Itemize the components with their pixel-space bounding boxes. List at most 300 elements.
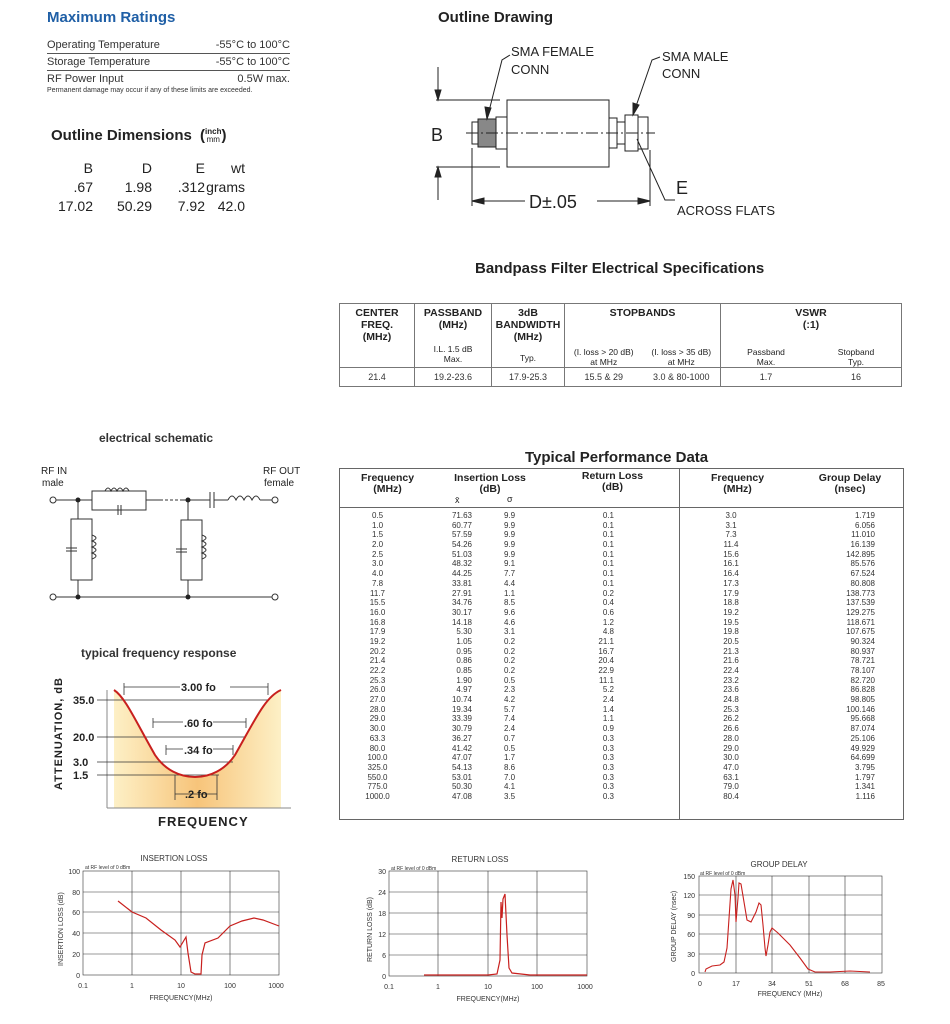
il-chart-title: INSERTION LOSS bbox=[140, 854, 208, 863]
table-cell: 82.720 bbox=[850, 675, 875, 685]
table-cell: 138.773 bbox=[846, 588, 875, 598]
table-cell: 47.08 bbox=[451, 791, 472, 801]
table-cell: 1.90 bbox=[456, 675, 472, 685]
table-cell: 78.721 bbox=[850, 656, 875, 666]
svg-text:6: 6 bbox=[382, 953, 386, 960]
rl-chart-title: RETURN LOSS bbox=[451, 855, 509, 864]
rf-in-male-label: male bbox=[42, 478, 64, 489]
table-cell: 86.828 bbox=[850, 685, 875, 695]
table-cell: 0.5 bbox=[371, 511, 384, 520]
table-cell: 1.1 bbox=[504, 588, 516, 598]
table-cell: 57.59 bbox=[451, 530, 472, 540]
outline-drawing bbox=[420, 35, 800, 225]
table-cell: 16.4 bbox=[723, 569, 739, 579]
svg-text:0: 0 bbox=[76, 973, 80, 980]
table-cell: 48.32 bbox=[451, 559, 472, 569]
table-cell: 4.0 bbox=[371, 569, 384, 579]
table-cell: 71.63 bbox=[451, 511, 472, 520]
table-cell: 0.5 bbox=[504, 743, 516, 753]
table-cell: 80.0 bbox=[369, 743, 386, 753]
table-cell: 1.341 bbox=[854, 782, 875, 792]
table-cell: 47.07 bbox=[451, 753, 472, 763]
table-cell: 21.3 bbox=[723, 646, 739, 656]
perf-header-rl: Return Loss (dB) bbox=[581, 470, 644, 493]
table-cell: 0.1 bbox=[602, 549, 614, 559]
table-cell: 0.1 bbox=[602, 520, 614, 530]
table-cell: 0.3 bbox=[602, 743, 614, 753]
svg-text:90: 90 bbox=[687, 913, 695, 920]
table-cell: 17.3 bbox=[723, 578, 739, 588]
table-cell: 60.77 bbox=[451, 520, 472, 530]
table-cell: 5.2 bbox=[602, 685, 614, 695]
table-cell: 0.3 bbox=[602, 733, 614, 743]
perf-header-sigma: σ bbox=[507, 494, 513, 504]
dim-header-d: D bbox=[141, 160, 152, 176]
svg-text:100: 100 bbox=[531, 984, 543, 991]
table-cell: 0.86 bbox=[456, 656, 472, 666]
schematic-title: electrical schematic bbox=[99, 431, 214, 445]
table-cell: 0.2 bbox=[602, 588, 614, 598]
table-cell: 118.671 bbox=[846, 617, 875, 627]
perf-header-mean: x̄ bbox=[455, 495, 460, 505]
rl-chart-note: at RF level of 0 dBm bbox=[391, 866, 437, 872]
table-cell: 0.1 bbox=[602, 511, 614, 520]
table-cell: 17.9 bbox=[723, 588, 739, 598]
table-cell: 8.5 bbox=[504, 598, 516, 608]
unit-inch: inch bbox=[205, 127, 222, 137]
table-cell: 19.5 bbox=[723, 617, 739, 627]
table-cell: 4.1 bbox=[504, 782, 516, 792]
table-cell: 2.3 bbox=[504, 685, 516, 695]
dim-wt-value: 42.0 bbox=[217, 198, 245, 214]
table-cell: 28.0 bbox=[723, 733, 739, 743]
table-cell: 25.106 bbox=[850, 733, 875, 743]
table-cell: 0.3 bbox=[602, 772, 614, 782]
spec-vswr-pass: 1.7 bbox=[759, 372, 773, 382]
table-cell: 21.1 bbox=[598, 636, 614, 646]
table-cell: 100.146 bbox=[846, 704, 875, 714]
table-cell: 0.6 bbox=[602, 607, 614, 617]
rf-out-female-label: female bbox=[264, 478, 295, 489]
table-cell: 0.1 bbox=[602, 540, 614, 550]
gd-ylabel: GROUP DELAY (nsec) bbox=[671, 890, 678, 962]
spec-stop1: 15.5 & 29 bbox=[584, 372, 624, 382]
insertion-loss-chart bbox=[58, 854, 284, 1002]
il-xlabel: FREQUENCY(MHz) bbox=[149, 995, 213, 1002]
dimensions-table bbox=[50, 160, 250, 220]
spec-center: 21.4 bbox=[340, 368, 415, 387]
table-cell: 29.0 bbox=[369, 714, 386, 724]
table-cell: 64.699 bbox=[850, 753, 875, 763]
rf-in-label: RF IN bbox=[41, 466, 68, 477]
svg-text:0: 0 bbox=[691, 971, 695, 978]
table-cell: 1.4 bbox=[602, 704, 614, 714]
table-cell: 67.524 bbox=[850, 569, 875, 579]
svg-text:30: 30 bbox=[378, 869, 386, 876]
table-cell: 1000.0 bbox=[365, 791, 390, 801]
electrical-schematic bbox=[35, 460, 305, 605]
rating-label: Storage Temperature bbox=[47, 56, 151, 68]
perf-header-freq: Frequency (MHz) bbox=[360, 472, 415, 495]
table-cell: 1.2 bbox=[602, 617, 614, 627]
table-cell: 11.7 bbox=[370, 588, 385, 598]
table-cell: 98.805 bbox=[850, 695, 875, 705]
table-cell: 30.79 bbox=[451, 724, 472, 734]
svg-text:60: 60 bbox=[72, 910, 80, 917]
table-cell: 9.9 bbox=[504, 511, 516, 520]
table-cell: 1.1 bbox=[602, 714, 614, 724]
level-3: 3.0 bbox=[73, 757, 89, 769]
table-cell: 18.8 bbox=[723, 598, 739, 608]
width-060fo: .60 fo bbox=[184, 718, 213, 730]
label-e: E bbox=[676, 178, 689, 198]
table-cell: 7.3 bbox=[725, 530, 737, 540]
rf-out-label: RF OUT bbox=[263, 466, 301, 477]
svg-text:18: 18 bbox=[378, 911, 386, 918]
dim-wt-unit: grams bbox=[206, 179, 245, 195]
perf-header-freq2: Frequency (MHz) bbox=[710, 472, 765, 495]
freq-response-title: typical frequency response bbox=[81, 646, 237, 660]
rl-xlabel: FREQUENCY(MHz) bbox=[456, 996, 520, 1003]
svg-text:150: 150 bbox=[683, 874, 695, 881]
table-cell: 0.2 bbox=[504, 656, 516, 666]
max-ratings-title: Maximum Ratings bbox=[47, 9, 176, 26]
table-cell: 20.4 bbox=[598, 656, 614, 666]
table-cell: 0.1 bbox=[602, 578, 614, 588]
frequency-label: FREQUENCY bbox=[158, 814, 249, 829]
rating-row-rf-power bbox=[47, 72, 290, 87]
table-cell: 22.4 bbox=[723, 666, 739, 675]
table-cell: 9.1 bbox=[504, 559, 516, 569]
table-cell: 54.13 bbox=[451, 762, 472, 772]
table-cell: 3.795 bbox=[854, 762, 875, 772]
table-cell: 0.3 bbox=[602, 791, 614, 801]
rl-ylabel: RETURN LOSS (dB) bbox=[367, 897, 374, 962]
specs-table bbox=[339, 303, 902, 387]
table-cell: 33.81 bbox=[451, 578, 472, 588]
perf-header-il: Insertion Loss (dB) bbox=[454, 472, 526, 495]
spec-header-stopbands: STOPBANDS (I. loss > 20 dB) at MHz (I. loss > 35 dB) at MHz bbox=[565, 304, 721, 368]
gd-chart-title: GROUP DELAY bbox=[750, 860, 808, 869]
table-cell: 23.6 bbox=[723, 685, 739, 695]
perf-col-freq2 bbox=[716, 511, 746, 802]
table-cell: 26.0 bbox=[369, 685, 386, 695]
table-cell: 14.18 bbox=[451, 617, 472, 627]
rating-row-operating bbox=[47, 38, 290, 54]
table-cell: 80.937 bbox=[850, 646, 875, 656]
table-cell: 550.0 bbox=[367, 772, 388, 782]
table-cell: 51.03 bbox=[451, 549, 472, 559]
table-cell: 19.8 bbox=[723, 627, 739, 637]
table-cell: 15.6 bbox=[723, 549, 739, 559]
table-cell: 25.3 bbox=[723, 704, 739, 714]
dim-b-inch: .67 bbox=[73, 179, 93, 195]
table-cell: 1.797 bbox=[854, 772, 875, 782]
table-cell: 0.3 bbox=[602, 782, 614, 792]
table-cell: 11.1 bbox=[599, 675, 614, 685]
width-02fo: .2 fo bbox=[185, 789, 208, 801]
table-cell: 21.4 bbox=[369, 656, 386, 666]
label-sma-female-conn: CONN bbox=[511, 62, 550, 77]
svg-text:30: 30 bbox=[687, 952, 695, 959]
table-cell: 7.0 bbox=[504, 772, 516, 782]
table-cell: 3.1 bbox=[504, 627, 516, 637]
table-cell: 29.0 bbox=[723, 743, 739, 753]
table-cell: 5.7 bbox=[504, 704, 516, 714]
spec-passband: 19.2-23.6 bbox=[415, 368, 492, 387]
label-sma-male-conn: CONN bbox=[662, 66, 701, 81]
table-cell: 95.668 bbox=[850, 714, 875, 724]
label-across-flats: ACROSS FLATS bbox=[677, 203, 776, 218]
spec-header-vswr: VSWR (:1) Passband Max. Stopband Typ. bbox=[721, 304, 902, 368]
dim-b-mm: 17.02 bbox=[57, 198, 93, 214]
table-cell: 4.4 bbox=[504, 578, 516, 588]
dim-e-mm: 7.92 bbox=[177, 198, 205, 214]
table-cell: 9.9 bbox=[504, 530, 516, 540]
group-delay-chart bbox=[671, 860, 885, 998]
charts-area bbox=[0, 850, 950, 1024]
table-cell: 0.3 bbox=[602, 762, 614, 772]
table-cell: 7.8 bbox=[371, 578, 384, 588]
table-cell: 0.7 bbox=[504, 733, 516, 743]
table-cell: 4.2 bbox=[504, 695, 516, 705]
table-cell: 7.4 bbox=[504, 714, 516, 724]
perf-col-gd bbox=[835, 511, 875, 802]
unit-mm: mm bbox=[206, 135, 220, 145]
svg-text:68: 68 bbox=[841, 981, 849, 988]
level-35: 35.0 bbox=[73, 695, 95, 707]
frequency-response-diagram bbox=[45, 670, 295, 830]
ratings-note: Permanent damage may occur if any of these limits are exceeded. bbox=[47, 87, 253, 94]
rating-label: RF Power Input bbox=[47, 73, 124, 85]
table-cell: 1.05 bbox=[456, 636, 472, 646]
svg-text:24: 24 bbox=[378, 890, 386, 897]
svg-text:100: 100 bbox=[224, 983, 236, 990]
table-cell: 85.576 bbox=[850, 559, 875, 569]
table-cell: 16.7 bbox=[598, 646, 614, 656]
il-chart-note: at RF level of 0 dBm bbox=[85, 865, 131, 871]
performance-table bbox=[339, 468, 904, 820]
table-cell: 16.139 bbox=[850, 540, 875, 550]
spec-stop2: 3.0 & 80-1000 bbox=[652, 372, 710, 382]
table-cell: 0.9 bbox=[602, 724, 614, 734]
table-cell: 19.2 bbox=[723, 607, 739, 617]
svg-text:12: 12 bbox=[378, 932, 386, 939]
table-cell: 16.1 bbox=[723, 559, 739, 569]
table-cell: 4.97 bbox=[456, 685, 472, 695]
table-cell: 142.895 bbox=[846, 549, 875, 559]
table-cell: 8.6 bbox=[504, 762, 516, 772]
svg-text:0.1: 0.1 bbox=[78, 983, 88, 990]
table-cell: 1.0 bbox=[371, 520, 384, 530]
table-cell: 0.5 bbox=[504, 675, 516, 685]
table-cell: 2.4 bbox=[602, 695, 614, 705]
table-cell: 2.5 bbox=[371, 549, 384, 559]
table-cell: 0.3 bbox=[602, 753, 614, 763]
attenuation-label: ATTENUATION, dB bbox=[53, 677, 65, 790]
svg-text:1000: 1000 bbox=[577, 984, 593, 991]
specs-title: Bandpass Filter Electrical Specifications bbox=[475, 260, 765, 277]
table-cell: 17.9 bbox=[369, 627, 386, 637]
table-cell: 1.5 bbox=[371, 530, 384, 540]
svg-text:34: 34 bbox=[768, 981, 776, 988]
table-cell: 22.9 bbox=[598, 666, 614, 675]
table-cell: 775.0 bbox=[367, 782, 388, 792]
table-cell: 1.7 bbox=[504, 753, 516, 763]
spec-bandwidth: 17.9-25.3 bbox=[492, 368, 565, 387]
perf-col-il-mean bbox=[440, 511, 472, 802]
gd-chart-note: at RF level of 0 dBm bbox=[700, 871, 746, 877]
outline-dimensions-title-text: Outline Dimensions bbox=[51, 127, 192, 144]
rating-value: 0.5W max. bbox=[237, 73, 290, 85]
rating-value: -55°C to 100°C bbox=[215, 56, 290, 68]
level-15: 1.5 bbox=[73, 770, 89, 782]
table-cell: 4.8 bbox=[602, 627, 614, 637]
table-cell: 78.107 bbox=[850, 666, 875, 675]
table-cell: 30.0 bbox=[723, 753, 739, 763]
table-cell: 0.1 bbox=[602, 530, 614, 540]
svg-text:17: 17 bbox=[732, 981, 740, 988]
table-cell: 137.539 bbox=[846, 598, 875, 608]
table-cell: 79.0 bbox=[723, 782, 739, 792]
table-cell: 27.91 bbox=[451, 588, 472, 598]
outline-drawing-title: Outline Drawing bbox=[438, 9, 554, 26]
perf-col-freq bbox=[360, 511, 395, 802]
svg-text:120: 120 bbox=[683, 893, 695, 900]
table-cell: 47.0 bbox=[723, 762, 739, 772]
table-cell: 26.2 bbox=[723, 714, 739, 724]
svg-text:1000: 1000 bbox=[268, 983, 284, 990]
table-cell: 87.074 bbox=[850, 724, 875, 734]
label-sma-female: SMA FEMALE bbox=[511, 44, 595, 59]
dim-d-mm: 50.29 bbox=[116, 198, 152, 214]
table-cell: 44.25 bbox=[451, 569, 472, 579]
dim-header-b: B bbox=[83, 160, 93, 176]
table-cell: 20.5 bbox=[723, 636, 739, 646]
il-ylabel: INSERTION LOSS (dB) bbox=[58, 892, 65, 966]
return-loss-chart bbox=[367, 855, 593, 1003]
table-cell: 11.4 bbox=[723, 540, 739, 550]
table-cell: 2.0 bbox=[371, 540, 384, 550]
svg-text:20: 20 bbox=[72, 952, 80, 959]
table-cell: 53.01 bbox=[451, 772, 472, 782]
spec-vswr-stop: 16 bbox=[850, 372, 861, 382]
svg-text:1: 1 bbox=[436, 984, 440, 991]
table-cell: 33.39 bbox=[451, 714, 472, 724]
table-cell: 0.2 bbox=[504, 666, 516, 675]
rating-row-storage bbox=[47, 55, 290, 71]
table-cell: 2.4 bbox=[504, 724, 516, 734]
rating-label: Operating Temperature bbox=[47, 39, 160, 51]
table-cell: 9.6 bbox=[504, 607, 516, 617]
table-cell: 22.2 bbox=[369, 666, 386, 675]
table-cell: 0.85 bbox=[456, 666, 472, 675]
table-cell: 23.2 bbox=[723, 675, 739, 685]
spec-header-center: CENTER FREQ. (MHz) bbox=[355, 307, 399, 343]
table-cell: 24.8 bbox=[723, 695, 739, 705]
table-cell: 107.675 bbox=[846, 627, 875, 637]
table-cell: 100.0 bbox=[367, 753, 388, 763]
table-cell: 1.719 bbox=[854, 511, 875, 520]
table-cell: 7.7 bbox=[504, 569, 516, 579]
table-cell: 0.1 bbox=[602, 569, 614, 579]
svg-text:60: 60 bbox=[687, 932, 695, 939]
table-cell: 1.116 bbox=[855, 791, 875, 801]
svg-text:51: 51 bbox=[805, 981, 813, 988]
table-cell: 21.6 bbox=[723, 656, 739, 666]
table-cell: 50.30 bbox=[451, 782, 472, 792]
table-cell: 34.76 bbox=[451, 598, 472, 608]
table-cell: 19.2 bbox=[369, 636, 386, 646]
table-cell: 129.275 bbox=[846, 607, 875, 617]
spec-values-row bbox=[340, 368, 902, 387]
svg-text:10: 10 bbox=[177, 983, 185, 990]
table-cell: 0.95 bbox=[456, 646, 472, 656]
svg-text:0: 0 bbox=[698, 981, 702, 988]
label-d: D±.05 bbox=[529, 192, 577, 212]
svg-text:85: 85 bbox=[877, 981, 885, 988]
table-cell: 80.808 bbox=[850, 578, 875, 588]
performance-title: Typical Performance Data bbox=[525, 449, 709, 466]
spec-header-passband: PASSBAND (MHz) I.L. 1.5 dB Max. bbox=[415, 304, 492, 368]
table-cell: 36.27 bbox=[451, 733, 472, 743]
svg-text:100: 100 bbox=[68, 869, 80, 876]
table-cell: 9.9 bbox=[504, 520, 516, 530]
svg-text:80: 80 bbox=[72, 890, 80, 897]
table-cell: 30.17 bbox=[451, 607, 472, 617]
width-3fo: 3.00 fo bbox=[181, 682, 216, 694]
table-cell: 41.42 bbox=[451, 743, 472, 753]
table-cell: 11.010 bbox=[851, 530, 875, 540]
perf-col-rl bbox=[580, 511, 614, 802]
table-cell: 3.0 bbox=[725, 511, 737, 520]
table-cell: 25.3 bbox=[369, 675, 386, 685]
table-cell: 90.324 bbox=[850, 636, 875, 646]
table-cell: 0.2 bbox=[504, 646, 516, 656]
table-cell: 4.6 bbox=[504, 617, 516, 627]
level-20: 20.0 bbox=[73, 732, 95, 744]
label-sma-male: SMA MALE bbox=[662, 49, 729, 64]
table-cell: 80.4 bbox=[723, 791, 739, 801]
svg-text:10: 10 bbox=[484, 984, 492, 991]
table-cell: 16.0 bbox=[369, 607, 386, 617]
table-cell: 19.34 bbox=[451, 704, 472, 714]
table-cell: 325.0 bbox=[367, 762, 388, 772]
svg-text:0.1: 0.1 bbox=[384, 984, 394, 991]
table-cell: 26.6 bbox=[723, 724, 739, 734]
table-cell: 10.74 bbox=[451, 695, 472, 705]
svg-text:1: 1 bbox=[130, 983, 134, 990]
table-cell: 9.9 bbox=[504, 540, 516, 550]
table-cell: 28.0 bbox=[369, 704, 386, 714]
table-cell: 27.0 bbox=[369, 695, 386, 705]
table-cell: 63.1 bbox=[723, 772, 739, 782]
dim-e-inch: .312 bbox=[177, 179, 205, 195]
perf-header-gd: Group Delay (nsec) bbox=[818, 472, 882, 495]
table-cell: 30.0 bbox=[369, 724, 386, 734]
dim-d-inch: 1.98 bbox=[124, 179, 152, 195]
rating-value: -55°C to 100°C bbox=[215, 39, 290, 51]
table-cell: 20.2 bbox=[369, 646, 386, 656]
table-cell: 3.1 bbox=[725, 520, 737, 530]
table-cell: 63.3 bbox=[369, 733, 386, 743]
dim-header-wt: wt bbox=[231, 160, 245, 176]
svg-text:40: 40 bbox=[72, 931, 80, 938]
table-cell: 9.9 bbox=[504, 549, 516, 559]
table-cell: 6.056 bbox=[854, 520, 875, 530]
spec-header-bandwidth: 3dB BANDWIDTH (MHz) Typ. bbox=[492, 304, 565, 368]
table-cell: 0.4 bbox=[602, 598, 614, 608]
